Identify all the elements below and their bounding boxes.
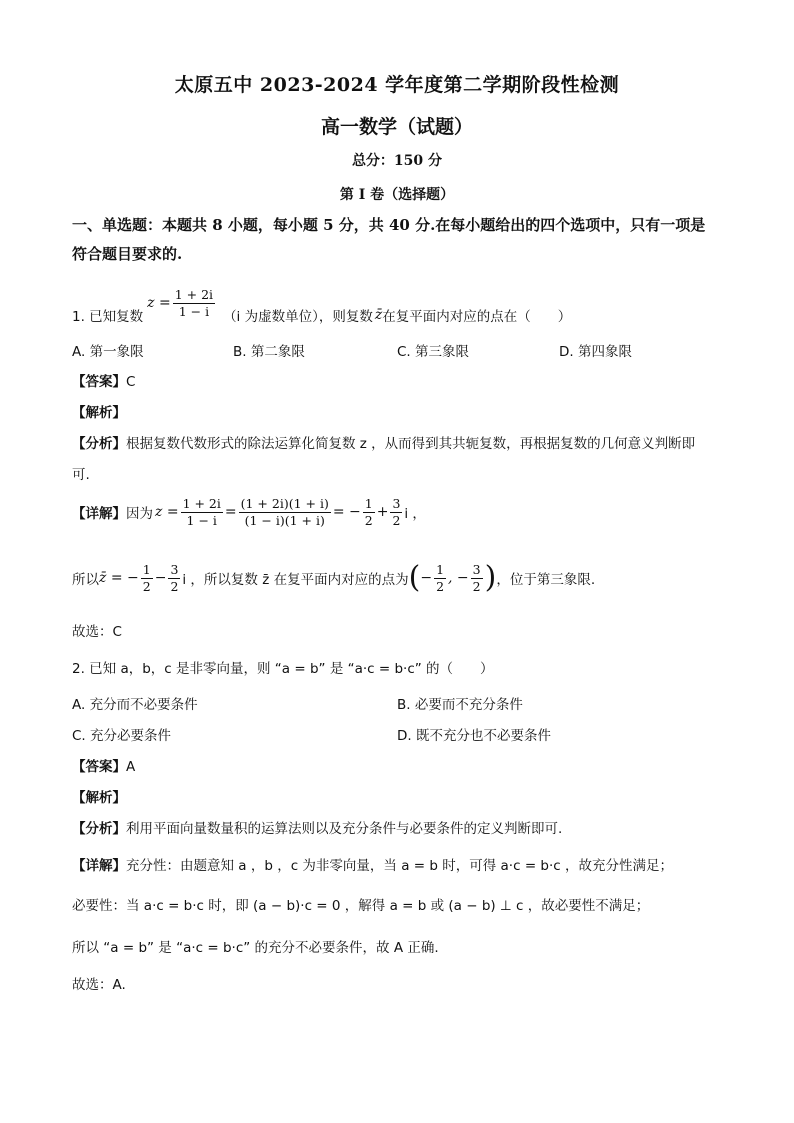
total-score: 总分：150 分 xyxy=(351,153,443,169)
q2-option-d: D. 既不充分也不必要条件 xyxy=(397,728,551,744)
q1-detail-frac3: $\frac{1}{2}$ xyxy=(364,496,373,528)
q2-detail-line3: 所以 “a = b” 是 “a·c = b·c” 的充分不必要条件，故 A 正确. xyxy=(72,940,439,956)
section-heading-line1: 一、单选题：本题共 8 小题，每小题 5 分，共 40 分.在每小题给出的四个选项中，只有一项是 xyxy=(72,216,706,234)
fenxi-label: 【分析】 xyxy=(72,436,126,452)
q1-answer xyxy=(72,370,135,390)
q2-fenxi: 【分析】利用平面向量数量积的运算法则以及充分条件与必要条件的定义判断即可. xyxy=(72,821,563,837)
q2-answer: 【答案】A xyxy=(72,759,136,775)
q1-mid: （i 为虚数单位），则复数 xyxy=(223,309,373,325)
q1-option-b: B. 第二象限 xyxy=(233,344,305,360)
answer-label: 【答案】 xyxy=(72,374,126,390)
q1-option-a: A. 第一象限 xyxy=(72,344,144,360)
q1-frac-den: 1 − i xyxy=(178,303,210,319)
q2-stem: 2. 已知 a，b，c 是非零向量，则 “a = b” 是 “a·c = b·c” 的（ ） xyxy=(72,661,494,677)
q2-option-a: A. 充分而不必要条件 xyxy=(72,697,198,713)
q1-suffix: 在复平面内对应的点在（ ） xyxy=(382,309,572,325)
volume-label: 第 I 卷（选择题） xyxy=(339,187,455,203)
answer-value: C xyxy=(126,374,136,390)
q1-prefix: 1. 已知复数 xyxy=(72,309,144,325)
q2-option-c: C. 充分必要条件 xyxy=(72,728,172,744)
q1-detail-frac1: $\frac{1 + 2i}{1 - i}$ xyxy=(182,496,221,528)
q1-zbar: z̄ xyxy=(374,307,383,323)
q2-detail-line1: 【详解】充分性：由题意知 a ，b ，c 为非零向量，当 a = b 时，可得 a·c = b·c ，故充分性满足； xyxy=(72,858,673,874)
q1-choose: 故选：C xyxy=(72,624,122,640)
q1-z-eq: z = xyxy=(147,295,171,311)
q1-fenxi-line2: 可. xyxy=(72,467,90,483)
q2-analysis-label: 【解析】 xyxy=(72,790,126,806)
section-heading-line2: 符合题目要求的. xyxy=(72,245,183,263)
q1-detail-line: 【详解】 因为 z = $\frac{1 + 2i}{1 - i}$ = $\frac{(1 + 2i)(1 + i)}{(1 - i)(1 + i)}$ = − $\frac{1}{2}$ + $\frac{3}{2}$ i ， xyxy=(72,496,426,528)
q1-detail-frac2: $\frac{(1 + 2i)(1 + i)}{(1 - i)(1 + i)}$ xyxy=(240,496,329,528)
q1-frac-num: 1 + 2i xyxy=(174,286,214,302)
q1-analysis-label: 【解析】 xyxy=(72,405,126,421)
exam-subtitle: 高一数学（试题） xyxy=(320,116,473,138)
detail-label: 【详解】 xyxy=(72,506,126,523)
q1-detail-frac4: $\frac{3}{2}$ xyxy=(392,496,401,528)
q1-stem xyxy=(72,281,571,325)
q1-option-c: C. 第三象限 xyxy=(397,344,470,360)
q1-fenxi-line1: 【分析】根据复数代数形式的除法运算化简复数 z ，从而得到其共轭复数，再根据复数的几何意义判断即 xyxy=(72,436,696,452)
q1-so-line: 所以 z̄ = − $\frac{1}{2}$ − $\frac{3}{2}$ i ，所以复数 z̄ 在复平面内对应的点为 ( − $\frac{1}{2}$ , − $\frac{3}{2}$ ) ，位于第三象限. xyxy=(72,560,596,596)
q2-option-b: B. 必要而不充分条件 xyxy=(397,697,523,713)
q1-fraction xyxy=(173,287,215,319)
q2-detail-line2: 必要性：当 a·c = b·c 时，即 (a − b)·c = 0 ，解得 a = b 或 (a − b) ⊥ c ，故必要性不满足； xyxy=(72,898,650,914)
exam-title: 太原五中 2023-2024 学年度第二学期阶段性检测 xyxy=(174,74,620,96)
q2-choose: 故选：A. xyxy=(72,977,126,993)
q1-option-d: D. 第四象限 xyxy=(559,344,632,360)
